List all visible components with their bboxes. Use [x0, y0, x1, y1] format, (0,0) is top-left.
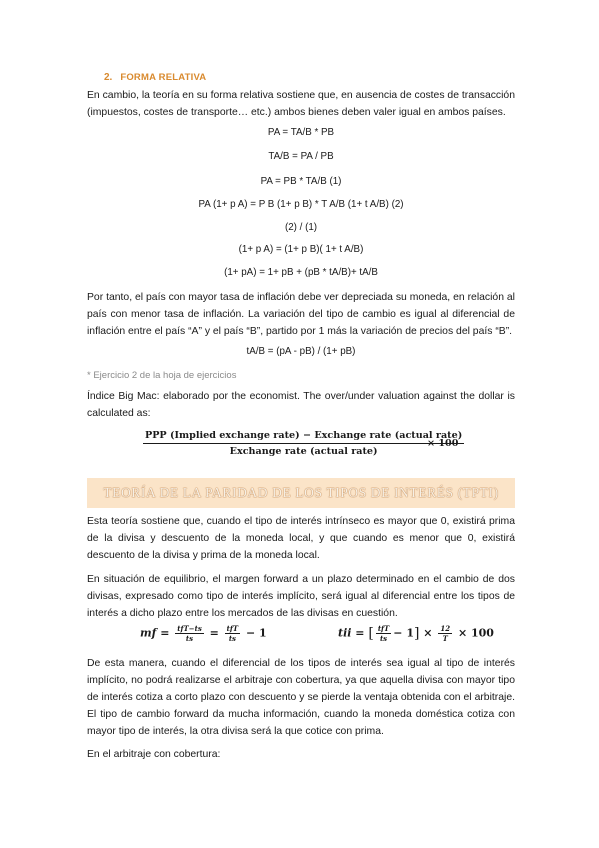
right-bracket: ]: [413, 625, 420, 642]
tpti-paragraph-1: Esta teoría sostiene que, cuando el tipo de interés intrínseco es mayor que 0, existirá prima de la divisa y descuento de la moneda local, y que cuando es menor que 0, existirá descuento de la divisa y prima de la moneda local.: [87, 516, 515, 561]
section-heading: [104, 72, 206, 83]
tii-fraction-2: [438, 624, 452, 643]
equation-7: (1+ pA) = 1+ pB + (pB * tA/B)+ tA/B: [224, 267, 378, 278]
bigmac-multiplier: × 100: [427, 438, 459, 449]
equation-1: PA = TA/B * PB: [267, 127, 335, 138]
equation-2: TA/B = PA / PB: [268, 151, 334, 162]
bigmac-formula: [143, 430, 464, 457]
equation-4: PA (1+ p A) = P B (1+ p B) * T A/B (1+ t A/B) (2): [198, 199, 404, 210]
section-number: 2.: [104, 72, 113, 83]
conclusion-paragraph: Por tanto, el país con mayor tasa de inflación debe ver depreciada su moneda, en relación al país con menor tasa de inflación. La variación del tipo de cambio es igual al diferencial de inflación entre el país “A” y el país “B”, partido por 1 más la variación de precios del país “B”.: [87, 292, 515, 337]
tii-frac1-num: tfT: [377, 624, 390, 633]
tii-frac2-num: 12: [440, 624, 451, 633]
bigmac-paragraph: Índice Big Mac: elaborado por the economist. The over/under valuation against the dollar is calculated as:: [87, 391, 515, 419]
equation-3: PA = PB * TA/B (1): [260, 176, 342, 187]
intro-paragraph: En cambio, la teoría en su forma relativa sostiene que, en ausencia de costes de transacción (impuestos, costes de transporte… etc.) ambos bienes deben valer igual en ambos países.: [87, 90, 515, 118]
banner-title: TEORÍA DE LA PARIDAD DE LOS TIPOS DE INTERÉS (TPTI): [103, 485, 499, 500]
mf-fraction-2: [225, 624, 240, 643]
tii-inner-tail: − 1: [393, 626, 414, 640]
left-bracket: [: [368, 625, 374, 642]
tpti-paragraph-3: De esta manera, cuando el diferencial de los tipos de interés sea igual al tipo de interés implícito, no podrá realizarse el arbitraje con cobertura, ya que aquella divisa con mayor tipo de interés cotiza a corto plazo con descuento y se pierde la ventaja obtenida con el arbitraje. El tipo de cambio forward da mucha información, cuando la moneda doméstica cotiza con mayor tipo de interés, la otra divisa será la que cotice con prima.: [87, 658, 515, 737]
bigmac-numerator: PPP (Implied exchange rate) − Exchange rate (actual rate): [145, 430, 463, 441]
tii-frac2-den: T: [442, 634, 448, 643]
mf-equals: =: [209, 626, 219, 640]
mf-tail: − 1: [245, 626, 267, 640]
equation-tab: tA/B = (pA - pB) / (1+ pB): [246, 346, 356, 357]
tii-lhs: tii =: [338, 626, 365, 640]
mf-formula: [140, 624, 267, 643]
tii-formula: [338, 624, 494, 643]
section-banner: [87, 478, 515, 508]
tii-frac1-den: ts: [379, 634, 388, 643]
equation-6: (1+ p A) = (1+ p B)( 1+ t A/B): [238, 244, 364, 255]
tii-fraction-1: [376, 624, 391, 643]
mf-frac2-num: tfT: [226, 624, 239, 633]
tii-times: ×: [423, 626, 433, 640]
tpti-paragraph-4: En el arbitraje con cobertura:: [87, 749, 221, 760]
tpti-paragraph-2: En situación de equilibrio, el margen forward a un plazo determinado en el cambio de dos divisas, expresado como tipo de interés implícito, será igual al diferencial entre los tipos de interés a dicho plazo entre los mercados de las divisas en cuestión.: [87, 574, 515, 619]
mf-fraction-1: [175, 624, 204, 643]
bigmac-denominator: Exchange rate (actual rate): [229, 446, 378, 457]
tii-tail: × 100: [457, 626, 494, 640]
mf-lhs: mf =: [140, 626, 170, 640]
mf-frac1-num: tfT−ts: [177, 624, 202, 633]
exercise-note: * Ejercicio 2 de la hoja de ejercicios: [87, 370, 237, 381]
mf-frac2-den: ts: [228, 634, 236, 643]
equation-5: (2) / (1): [284, 222, 318, 233]
mf-frac1-den: ts: [185, 634, 194, 643]
section-title: FORMA RELATIVA: [120, 72, 207, 83]
